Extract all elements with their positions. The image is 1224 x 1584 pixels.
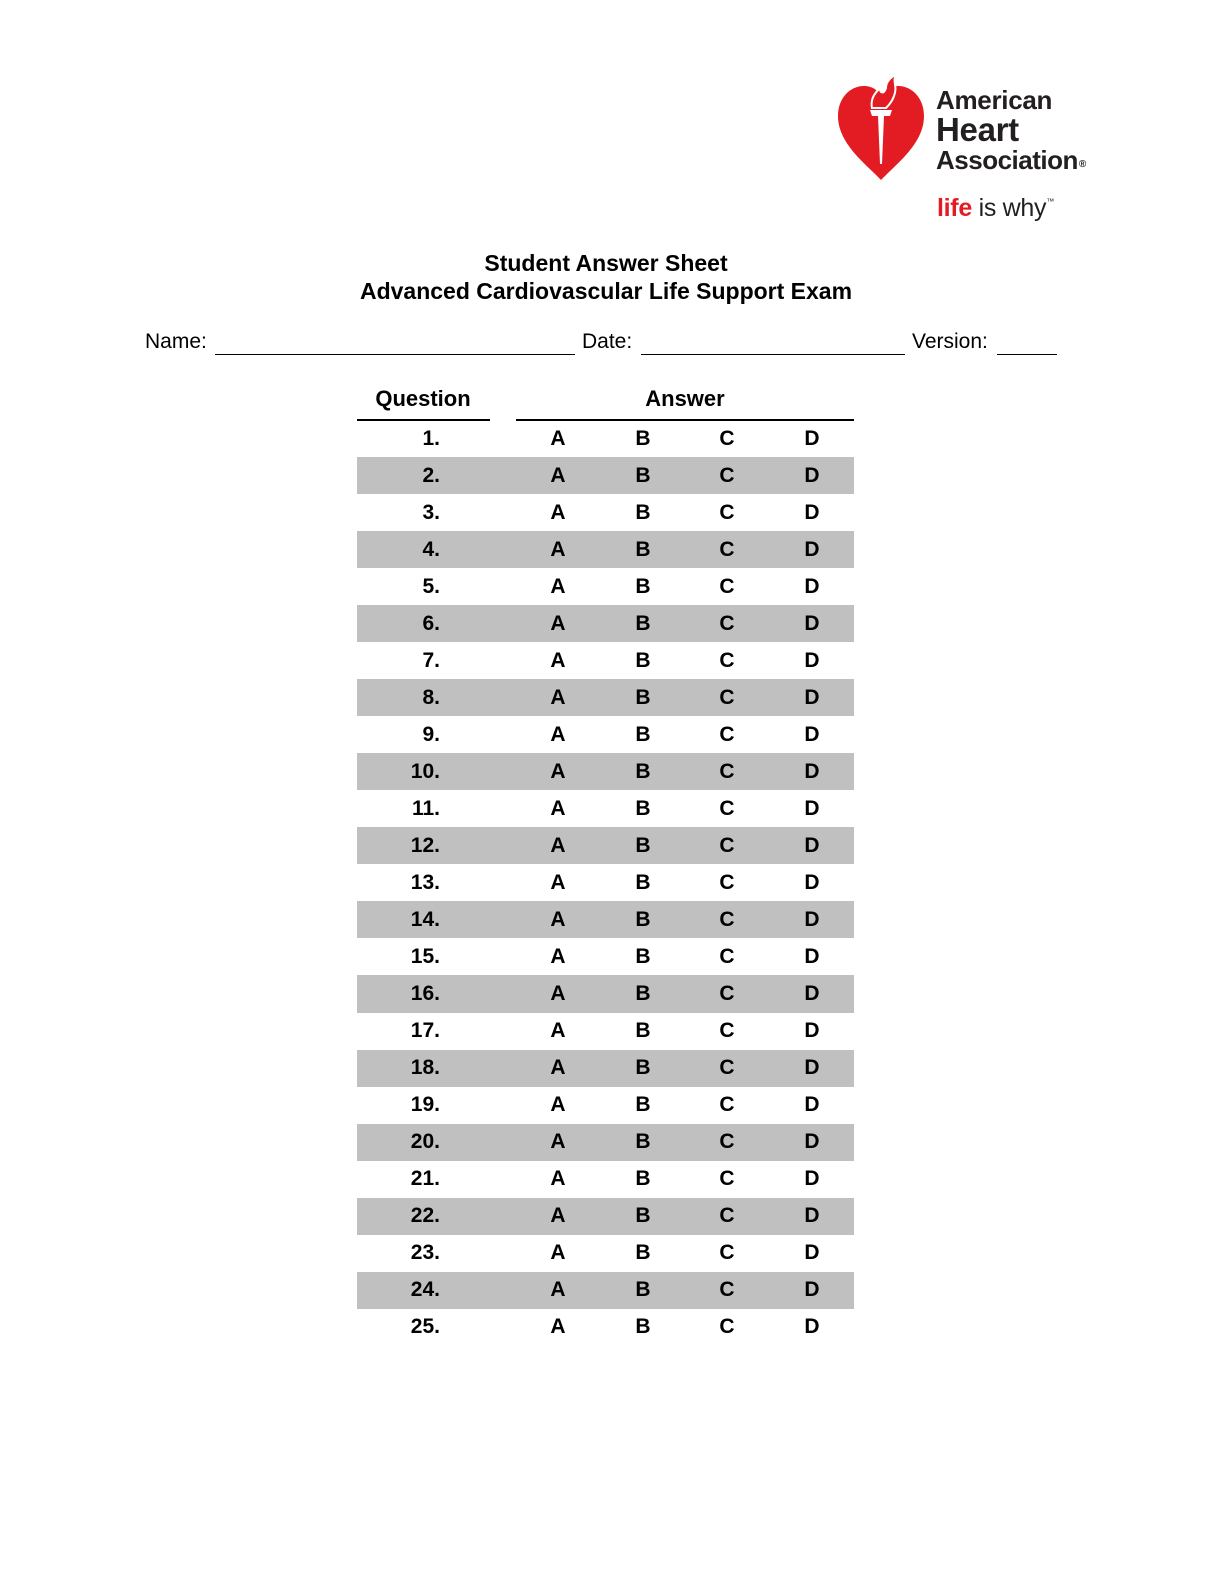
table-row bbox=[357, 568, 854, 605]
answer-option-d[interactable]: D bbox=[804, 1315, 820, 1339]
table-row bbox=[357, 1235, 854, 1272]
answer-option-d[interactable]: D bbox=[804, 981, 820, 1005]
answer-option-d[interactable]: D bbox=[804, 1093, 820, 1117]
table-row bbox=[357, 457, 854, 494]
question-number: 14. bbox=[410, 907, 440, 931]
question-number: 4. bbox=[422, 537, 440, 561]
answer-option-b[interactable]: B bbox=[635, 1093, 651, 1117]
answer-option-a[interactable]: A bbox=[550, 722, 566, 746]
question-number: 19. bbox=[410, 1093, 440, 1117]
table-row bbox=[357, 679, 854, 716]
answer-option-c[interactable]: C bbox=[719, 574, 735, 598]
answer-option-d[interactable]: D bbox=[804, 1130, 820, 1154]
table-row bbox=[357, 716, 854, 753]
answer-option-b[interactable]: B bbox=[635, 426, 651, 450]
answer-option-b[interactable]: B bbox=[635, 500, 651, 524]
answer-option-a[interactable]: A bbox=[550, 611, 566, 635]
table-row bbox=[357, 790, 854, 827]
answer-option-a[interactable]: A bbox=[550, 1278, 566, 1302]
answer-option-b[interactable]: B bbox=[635, 537, 651, 561]
answer-option-a[interactable]: A bbox=[550, 907, 566, 931]
answer-option-b[interactable]: B bbox=[635, 574, 651, 598]
answer-option-d[interactable]: D bbox=[804, 1019, 820, 1043]
table-row bbox=[357, 605, 854, 642]
table-row bbox=[357, 901, 854, 938]
answer-option-a[interactable]: A bbox=[550, 574, 566, 598]
question-number: 11. bbox=[411, 796, 440, 820]
question-number: 2. bbox=[422, 463, 440, 487]
answer-option-a[interactable]: A bbox=[550, 1315, 566, 1339]
question-number: 12. bbox=[410, 833, 440, 857]
answer-column-header: Answer bbox=[645, 386, 725, 411]
answer-option-d[interactable]: D bbox=[804, 1278, 820, 1302]
page-subtitle: Advanced Cardiovascular Life Support Exam bbox=[359, 278, 853, 304]
answer-option-b[interactable]: B bbox=[635, 1315, 651, 1339]
question-number: 20. bbox=[410, 1130, 440, 1154]
heart-torch-icon bbox=[836, 72, 926, 184]
logo-line-heart: Heart bbox=[936, 111, 1019, 148]
answer-option-c[interactable]: C bbox=[719, 907, 735, 931]
answer-option-c[interactable]: C bbox=[719, 1093, 735, 1117]
tagline-rest: is why bbox=[971, 194, 1047, 222]
question-number: 24. bbox=[410, 1278, 440, 1302]
question-number: 10. bbox=[410, 759, 440, 783]
answer-option-b[interactable]: B bbox=[635, 981, 651, 1005]
answer-option-a[interactable]: A bbox=[550, 685, 566, 709]
question-number: 18. bbox=[410, 1056, 440, 1080]
answer-option-c[interactable]: C bbox=[719, 1241, 735, 1265]
answer-option-d[interactable]: D bbox=[804, 944, 820, 968]
table-row bbox=[357, 642, 854, 679]
answer-option-d[interactable]: D bbox=[804, 463, 820, 487]
answer-option-a[interactable]: A bbox=[550, 981, 566, 1005]
tagline-life: life bbox=[937, 194, 972, 222]
answer-option-c[interactable]: C bbox=[719, 870, 735, 894]
answer-option-c[interactable]: C bbox=[719, 685, 735, 709]
question-number: 16. bbox=[410, 981, 440, 1005]
logo-association-text: Association bbox=[936, 145, 1078, 175]
question-number: 5. bbox=[422, 574, 440, 598]
answer-option-b[interactable]: B bbox=[635, 759, 651, 783]
question-number: 13. bbox=[410, 870, 440, 894]
table-row bbox=[357, 1272, 854, 1309]
answer-option-b[interactable]: B bbox=[635, 1019, 651, 1043]
name-field[interactable] bbox=[215, 354, 575, 355]
logo-wordmark bbox=[936, 87, 1086, 173]
answer-option-d[interactable]: D bbox=[804, 611, 820, 635]
table-row bbox=[357, 1050, 854, 1087]
answer-option-c[interactable]: C bbox=[719, 1130, 735, 1154]
table-row bbox=[357, 975, 854, 1012]
answer-option-b[interactable]: B bbox=[635, 796, 651, 820]
answer-option-c[interactable]: C bbox=[719, 833, 735, 857]
answer-option-c[interactable]: C bbox=[719, 611, 735, 635]
answer-option-b[interactable]: B bbox=[635, 944, 651, 968]
answer-option-a[interactable]: A bbox=[550, 1241, 566, 1265]
answer-option-a[interactable]: A bbox=[550, 1056, 566, 1080]
aha-logo bbox=[836, 72, 1106, 227]
answer-option-a[interactable]: A bbox=[550, 870, 566, 894]
date-field[interactable] bbox=[641, 354, 905, 355]
table-row bbox=[357, 938, 854, 975]
question-number: 21. bbox=[410, 1167, 440, 1191]
question-number: 3. bbox=[422, 500, 440, 524]
question-number: 6. bbox=[422, 611, 440, 635]
answer-option-d[interactable]: D bbox=[804, 1056, 820, 1080]
answer-option-d[interactable]: D bbox=[804, 500, 820, 524]
answer-option-b[interactable]: B bbox=[635, 1167, 651, 1191]
registered-mark: ® bbox=[1078, 159, 1086, 170]
answer-option-d[interactable]: D bbox=[804, 1167, 820, 1191]
answer-option-b[interactable]: B bbox=[635, 685, 651, 709]
trademark-mark: ™ bbox=[1046, 197, 1054, 206]
question-number: 22. bbox=[410, 1204, 440, 1228]
answer-option-d[interactable]: D bbox=[804, 907, 820, 931]
question-number: 9. bbox=[422, 722, 440, 746]
logo-line-association bbox=[936, 147, 1086, 173]
answer-option-a[interactable]: A bbox=[550, 463, 566, 487]
answer-option-c[interactable]: C bbox=[719, 796, 735, 820]
answer-option-d[interactable]: D bbox=[804, 870, 820, 894]
answer-option-b[interactable]: B bbox=[635, 833, 651, 857]
answer-option-b[interactable]: B bbox=[635, 870, 651, 894]
answer-option-c[interactable]: C bbox=[719, 981, 735, 1005]
answer-option-d[interactable]: D bbox=[804, 796, 820, 820]
answer-option-c[interactable]: C bbox=[719, 1278, 735, 1302]
answer-option-c[interactable]: C bbox=[719, 463, 735, 487]
answer-option-a[interactable]: A bbox=[550, 1204, 566, 1228]
answer-option-a[interactable]: A bbox=[550, 1167, 566, 1191]
answer-option-c[interactable]: C bbox=[719, 1056, 735, 1080]
question-number: 1. bbox=[422, 426, 440, 450]
question-number: 23. bbox=[410, 1241, 440, 1265]
answer-option-c[interactable]: C bbox=[719, 426, 735, 450]
table-row bbox=[357, 1124, 854, 1161]
question-number: 15. bbox=[410, 944, 440, 968]
answer-option-b[interactable]: B bbox=[635, 907, 651, 931]
logo-line-american: American bbox=[936, 85, 1053, 115]
table-row bbox=[357, 420, 854, 457]
table-row bbox=[357, 753, 854, 790]
answer-option-c[interactable]: C bbox=[719, 722, 735, 746]
answer-option-a[interactable]: A bbox=[550, 426, 566, 450]
version-label: Version: bbox=[912, 330, 988, 353]
answer-option-a[interactable]: A bbox=[550, 833, 566, 857]
table-row bbox=[357, 1161, 854, 1198]
answer-option-a[interactable]: A bbox=[550, 1019, 566, 1043]
answer-option-a[interactable]: A bbox=[550, 648, 566, 672]
version-field[interactable] bbox=[997, 354, 1057, 355]
answer-option-c[interactable]: C bbox=[719, 1315, 735, 1339]
answer-option-b[interactable]: B bbox=[635, 1241, 651, 1265]
answer-option-c[interactable]: C bbox=[719, 759, 735, 783]
answer-option-c[interactable]: C bbox=[719, 537, 735, 561]
answer-option-d[interactable]: D bbox=[804, 574, 820, 598]
table-row bbox=[357, 494, 854, 531]
answer-option-a[interactable]: A bbox=[550, 500, 566, 524]
answer-option-d[interactable]: D bbox=[804, 426, 820, 450]
answer-option-c[interactable]: C bbox=[719, 944, 735, 968]
answer-option-b[interactable]: B bbox=[635, 722, 651, 746]
question-number: 17. bbox=[410, 1019, 440, 1043]
page-title: Student Answer Sheet bbox=[484, 250, 728, 276]
answer-option-a[interactable]: A bbox=[550, 759, 566, 783]
table-row bbox=[357, 864, 854, 901]
answer-option-d[interactable]: D bbox=[804, 1204, 820, 1228]
answer-option-c[interactable]: C bbox=[719, 648, 735, 672]
answer-option-d[interactable]: D bbox=[804, 759, 820, 783]
answer-option-c[interactable]: C bbox=[719, 500, 735, 524]
answer-option-b[interactable]: B bbox=[635, 1056, 651, 1080]
answer-option-c[interactable]: C bbox=[719, 1204, 735, 1228]
answer-option-b[interactable]: B bbox=[635, 1278, 651, 1302]
table-row bbox=[357, 1013, 854, 1050]
table-row bbox=[357, 827, 854, 864]
answer-option-a[interactable]: A bbox=[550, 1130, 566, 1154]
answer-option-a[interactable]: A bbox=[550, 537, 566, 561]
answer-option-d[interactable]: D bbox=[804, 648, 820, 672]
question-number: 7. bbox=[422, 648, 440, 672]
table-row bbox=[357, 1198, 854, 1235]
answer-option-d[interactable]: D bbox=[804, 685, 820, 709]
answer-option-a[interactable]: A bbox=[550, 1093, 566, 1117]
answer-table bbox=[357, 420, 854, 1346]
answer-option-b[interactable]: B bbox=[635, 1204, 651, 1228]
answer-option-b[interactable]: B bbox=[635, 463, 651, 487]
question-column-header: Question bbox=[375, 386, 471, 411]
answer-option-a[interactable]: A bbox=[550, 796, 566, 820]
answer-option-d[interactable]: D bbox=[804, 537, 820, 561]
answer-option-b[interactable]: B bbox=[635, 648, 651, 672]
date-label: Date: bbox=[582, 330, 633, 353]
table-row bbox=[357, 1087, 854, 1124]
answer-option-d[interactable]: D bbox=[804, 722, 820, 746]
table-row bbox=[357, 1309, 854, 1346]
question-number: 25. bbox=[410, 1315, 440, 1339]
answer-option-a[interactable]: A bbox=[550, 944, 566, 968]
question-number: 8. bbox=[422, 685, 440, 709]
logo-tagline bbox=[937, 194, 1054, 223]
answer-option-d[interactable]: D bbox=[804, 1241, 820, 1265]
name-label: Name: bbox=[145, 330, 207, 353]
answer-option-c[interactable]: C bbox=[719, 1167, 735, 1191]
answer-option-b[interactable]: B bbox=[635, 1130, 651, 1154]
answer-option-c[interactable]: C bbox=[719, 1019, 735, 1043]
table-row bbox=[357, 531, 854, 568]
answer-option-d[interactable]: D bbox=[804, 833, 820, 857]
answer-option-b[interactable]: B bbox=[635, 611, 651, 635]
